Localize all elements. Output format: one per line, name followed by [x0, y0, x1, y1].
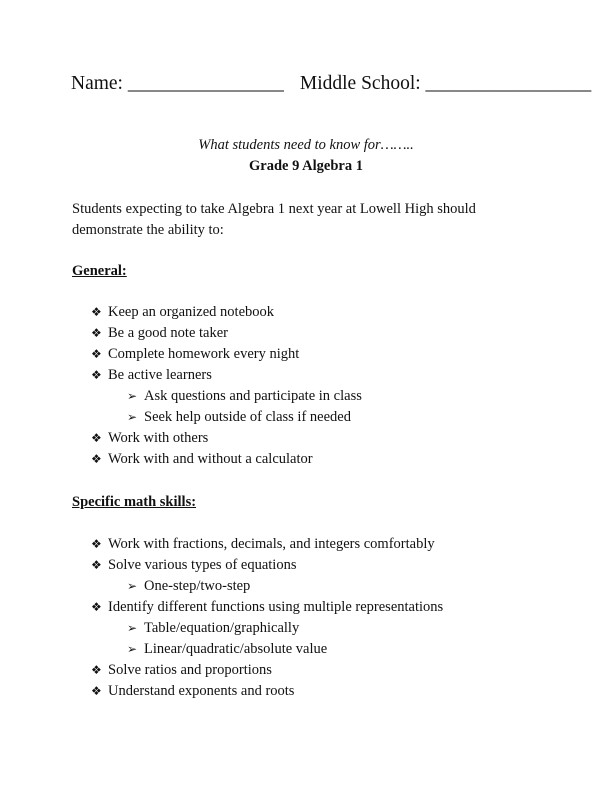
- list-item: [0, 365, 612, 386]
- page-title: Grade 9 Algebra 1: [249, 158, 363, 174]
- list-item-text: Solve ratios and proportions: [108, 662, 272, 678]
- sub-list-item: [0, 386, 612, 407]
- list-item-text: Solve various types of equations: [108, 557, 297, 573]
- list-item: [0, 302, 612, 323]
- diamond-bullet-icon: ❖: [91, 684, 102, 698]
- list-item-text: Seek help outside of class if needed: [144, 409, 351, 425]
- diamond-bullet-icon: ❖: [91, 368, 102, 382]
- list-item-text: Table/equation/graphically: [144, 620, 300, 636]
- sub-list-item: [0, 576, 612, 597]
- middle-school-field-label: Middle School: _________________: [299, 73, 592, 94]
- list-item: [0, 660, 612, 681]
- list-item-text: Be a good note taker: [108, 325, 228, 341]
- list-item: [0, 681, 612, 702]
- list-item-text: Linear/quadratic/absolute value: [144, 641, 328, 657]
- header-fields: [71, 72, 591, 96]
- list-item-text: Be active learners: [108, 367, 212, 383]
- list-item-text: Work with and without a calculator: [108, 451, 313, 467]
- sub-list-item: [0, 407, 612, 428]
- diamond-bullet-icon: ❖: [91, 663, 102, 677]
- diamond-bullet-icon: ❖: [91, 431, 102, 445]
- list-item-text: Ask questions and participate in class: [144, 388, 362, 404]
- list-item: [0, 323, 612, 344]
- general-list: [0, 302, 612, 470]
- sub-list-item: [0, 639, 612, 660]
- intro-paragraph: Students expecting to take Algebra 1 next year at Lowell High should demonstrate the ability to:: [72, 201, 476, 238]
- list-item: [0, 597, 612, 618]
- list-item: [0, 534, 612, 555]
- name-field-label: Name: ________________: [71, 73, 284, 94]
- specific-skills-heading: Specific math skills:: [72, 494, 197, 510]
- diamond-bullet-icon: ❖: [91, 452, 102, 466]
- list-item-text: Work with fractions, decimals, and integers comfortably: [108, 536, 435, 552]
- diamond-bullet-icon: ❖: [91, 305, 102, 319]
- list-item-text: Understand exponents and roots: [108, 683, 295, 699]
- arrowhead-bullet-icon: ➢: [127, 389, 138, 403]
- specific-skills-list: [0, 534, 612, 702]
- list-item-text: Keep an organized notebook: [108, 304, 275, 320]
- general-heading: General:: [72, 263, 127, 279]
- arrowhead-bullet-icon: ➢: [127, 410, 138, 424]
- sub-list-item: [0, 618, 612, 639]
- arrowhead-bullet-icon: ➢: [127, 642, 138, 656]
- list-item: [0, 428, 612, 449]
- arrowhead-bullet-icon: ➢: [127, 579, 138, 593]
- diamond-bullet-icon: ❖: [91, 558, 102, 572]
- subtitle: What students need to know for……..: [198, 137, 414, 153]
- diamond-bullet-icon: ❖: [91, 537, 102, 551]
- list-item-text: Complete homework every night: [108, 346, 300, 362]
- list-item-text: Work with others: [108, 430, 209, 446]
- list-item: [0, 344, 612, 365]
- diamond-bullet-icon: ❖: [91, 326, 102, 340]
- diamond-bullet-icon: ❖: [91, 600, 102, 614]
- list-item: [0, 555, 612, 576]
- list-item-text: Identify different functions using multiple representations: [108, 599, 444, 615]
- list-item: [0, 449, 612, 470]
- arrowhead-bullet-icon: ➢: [127, 621, 138, 635]
- list-item-text: One-step/two-step: [144, 578, 251, 594]
- diamond-bullet-icon: ❖: [91, 347, 102, 361]
